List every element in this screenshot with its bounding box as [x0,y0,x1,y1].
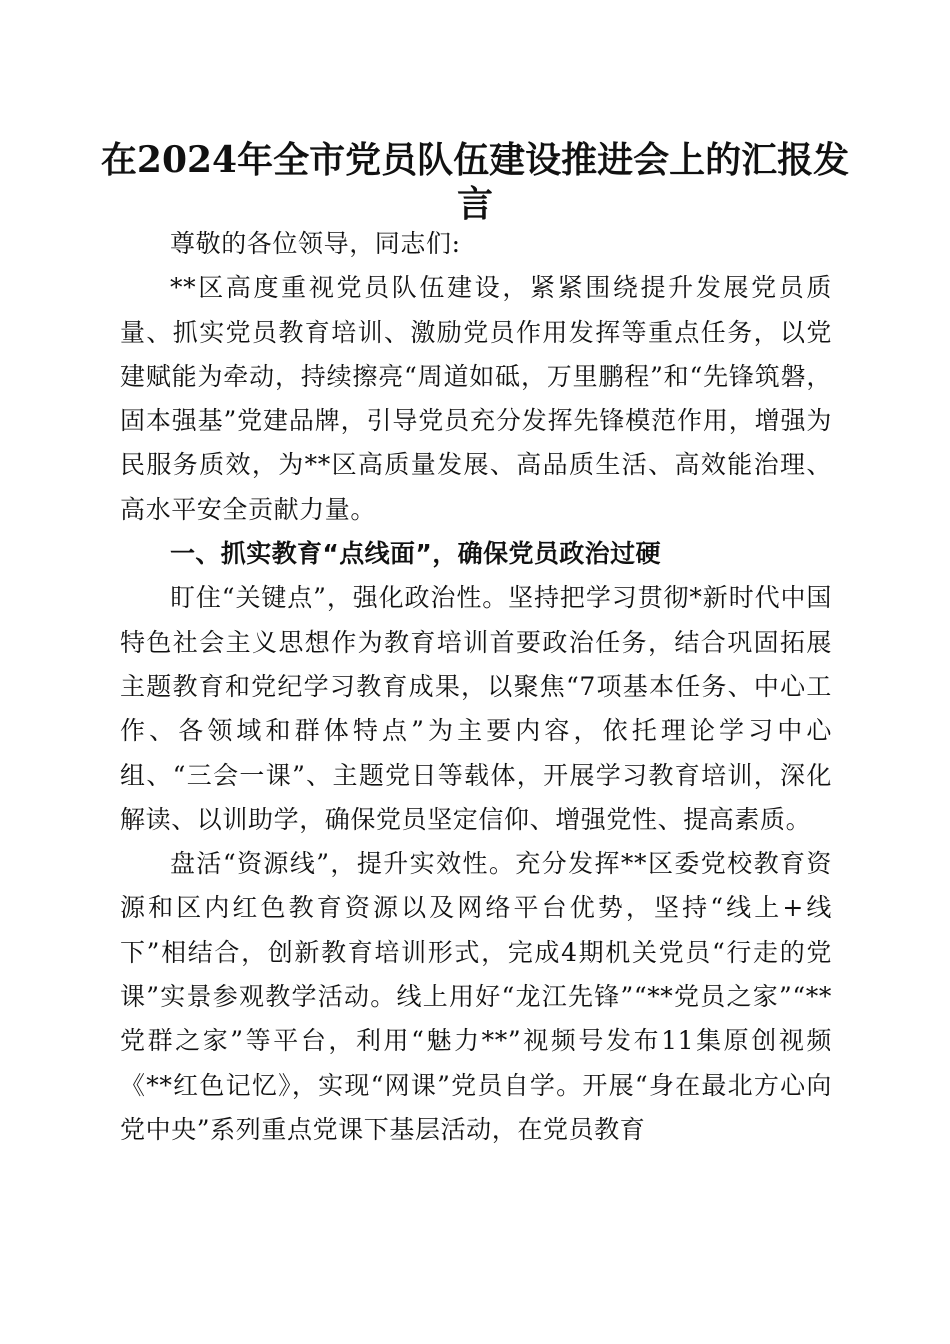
section-heading: 一、抓实教育“点线面”，确保党员政治过硬 [170,539,661,569]
salutation: 尊敬的各位领导，同志们: [170,229,461,258]
intro-paragraph: **区高度重视党员队伍建设，紧紧围绕提升发展党员质量、抓实党员教育培训、激励党员作用发挥等重点任务，以党建赋能为牵动，持续擦亮“周道如砥，万里鹏程”和“先锋筑磐，固本强基”党建品牌，引导党员充分发挥先锋模范作用，增强为民服务质效，为**区高质量发展、高品质生活、高效能治理、高水平安全贡献力量。 [120,273,832,524]
body-paragraph: 盯住“关键点”，强化政治性。坚持把学习贯彻*新时代中国特色社会主义思想作为教育培训首要政治任务，结合巩固拓展主题教育和党纪学习教育成果，以聚焦“7项基本任务、中心工作、各领域和群体特点”为主要内容，依托理论学习中心组、“三会一课”、主题党日等载体，开展学习教育培训，深化解读、以训助学，确保党员坚定信仰、增强党性、提高素质。 [120,583,832,834]
document-title: 在2024年全市党员队伍建设推进会上的汇报发言 [100,139,850,225]
document-body [120,222,832,1152]
body-paragraph: 盘活“资源线”，提升实效性。充分发挥**区委党校教育资源和区内红色教育资源以及网络平台优势，坚持“线上+线下”相结合，创新教育培训形式，完成4期机关党员“行走的党课”实景参观教学活动。线上用好“龙江先锋”“**党员之家”“**党群之家”等平台，利用“魅力**”视频号发布11集原创视频《**红色记忆》，实现“网课”党员自学。开展“身在最北方心向党中央”系列重点党课下基层活动，在党员教育 [120,849,832,1144]
